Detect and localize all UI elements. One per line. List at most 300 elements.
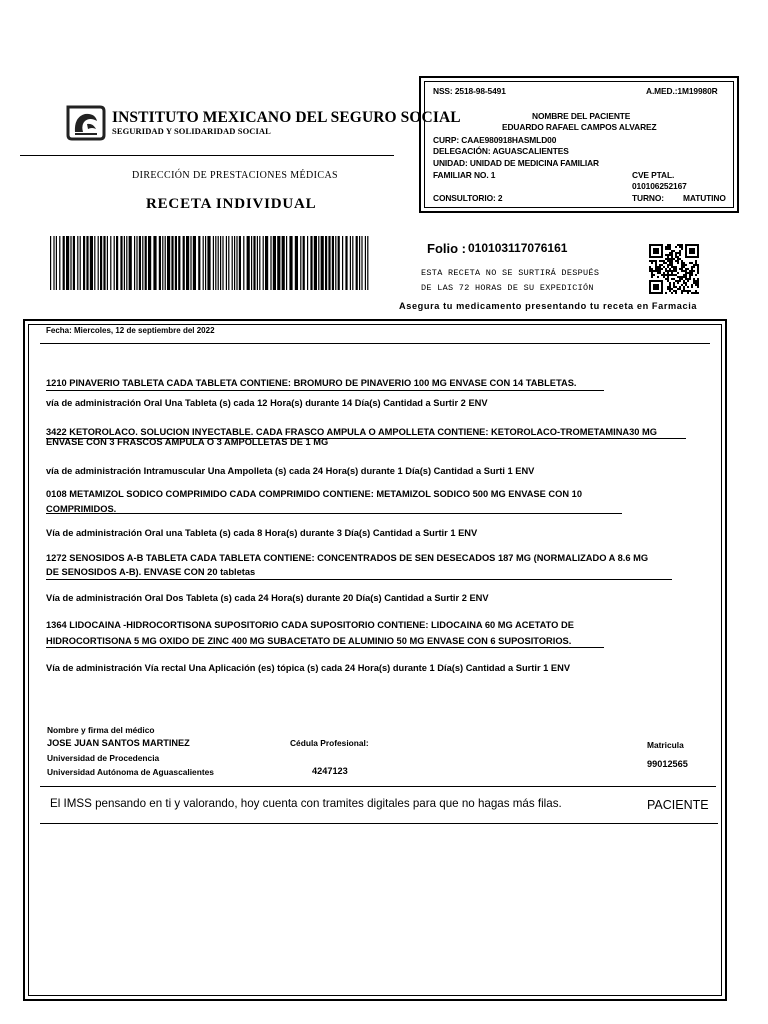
institute-name: INSTITUTO MEXICANO DEL SEGURO SOCIAL xyxy=(112,109,461,126)
qr-module xyxy=(675,286,677,288)
copy-label: PACIENTE xyxy=(647,798,709,812)
qr-module xyxy=(683,262,685,264)
qr-module xyxy=(659,264,661,266)
matricula-label: Matricula xyxy=(647,740,684,750)
amed-text: A.MED.:1M19980R xyxy=(646,86,718,96)
barcode-bar xyxy=(171,236,173,290)
qr-module xyxy=(663,260,665,262)
barcode-bar xyxy=(207,236,210,290)
qr-module xyxy=(689,272,691,274)
qr-module xyxy=(685,282,687,284)
cedula-number: 4247123 xyxy=(312,766,348,776)
qr-module xyxy=(679,246,681,248)
qr-module xyxy=(685,290,687,292)
qr-module xyxy=(675,270,677,272)
qr-module xyxy=(689,274,691,276)
qr-module xyxy=(683,266,685,268)
qr-module xyxy=(685,264,687,266)
qr-module xyxy=(693,278,695,280)
medication-5-line-2: HIDROCORTISONA 5 MG OXIDO DE ZINC 400 MG SUBACETATO DE ALUMINIO 50 MG ENVASE CON 6 SUPOSITORIOS. xyxy=(46,635,572,646)
qr-module xyxy=(677,260,679,262)
qr-module xyxy=(665,268,667,270)
qr-module xyxy=(671,266,673,268)
cve-value: 010106252167 xyxy=(632,181,687,191)
qr-module xyxy=(653,248,659,254)
folio-number: 010103117076161 xyxy=(468,241,568,255)
qr-module xyxy=(667,246,669,248)
medication-3-instructions: Vía de administración Oral una Tableta (s) cada 8 Hora(s) durante 3 Día(s) Cantidad a Surtir 1 ENV xyxy=(46,528,478,538)
qr-module xyxy=(697,272,699,274)
barcode-bar xyxy=(213,236,214,290)
qr-module xyxy=(649,266,651,268)
barcode-bar xyxy=(193,236,196,290)
barcode-bar xyxy=(228,236,229,290)
barcode-bar xyxy=(277,236,280,290)
barcode-bar xyxy=(359,236,360,290)
barcode-bar xyxy=(303,236,305,290)
qr-module xyxy=(665,246,667,248)
qr-module xyxy=(695,264,697,266)
barcode-bar xyxy=(116,236,118,290)
barcode-bar xyxy=(232,236,233,290)
qr-module xyxy=(665,292,667,294)
barcode-bar xyxy=(220,236,221,290)
qr-module xyxy=(697,284,699,286)
cve-label: CVE PTAL. xyxy=(632,170,675,180)
medication-2-instructions: vía de administración Intramuscular Una Ampolleta (s) cada 24 Hora(s) durante 1 Día(s) Cantidad a Surti 1 ENV xyxy=(46,466,535,476)
medication-3-line-2: COMPRIMIDOS. xyxy=(46,503,117,514)
barcode-bar xyxy=(178,236,180,290)
qr-module xyxy=(669,270,671,272)
qr-module xyxy=(667,280,669,282)
qr-module xyxy=(685,274,687,276)
patient-info-box xyxy=(419,76,739,213)
qr-module xyxy=(679,252,681,254)
qr-module xyxy=(695,280,697,282)
folio-label: Folio : xyxy=(427,241,466,256)
qr-module xyxy=(655,264,657,266)
qr-module xyxy=(669,264,671,266)
qr-module xyxy=(691,274,693,276)
barcode-bar xyxy=(153,236,156,290)
qr-module xyxy=(677,244,679,246)
qr-module xyxy=(691,284,693,286)
qr-module xyxy=(673,266,675,268)
qr-module xyxy=(687,286,689,288)
qr-module xyxy=(657,272,659,274)
barcode-bar xyxy=(289,236,292,290)
qr-module xyxy=(675,268,677,270)
unidad-text: UNIDAD: UNIDAD DE MEDICINA FAMILIAR xyxy=(433,158,600,168)
qr-module xyxy=(669,258,671,260)
qr-module xyxy=(697,280,699,282)
qr-module xyxy=(679,276,681,278)
qr-module xyxy=(653,270,655,272)
barcode-bar xyxy=(124,236,125,290)
qr-module xyxy=(657,270,659,272)
barcode-bar xyxy=(205,236,206,290)
university-label: Universidad de Procedencia xyxy=(47,753,160,763)
qr-module xyxy=(659,272,661,274)
qr-module xyxy=(677,280,679,282)
qr-module xyxy=(697,270,699,272)
qr-module xyxy=(675,274,677,276)
qr-module xyxy=(697,286,699,288)
qr-module xyxy=(669,262,671,264)
qr-module xyxy=(663,266,665,268)
barcode-bar xyxy=(90,236,93,290)
qr-module xyxy=(651,272,653,274)
nss-text: NSS: 2518-98-5491 xyxy=(433,86,506,96)
qr-module xyxy=(667,270,669,272)
qr-module xyxy=(669,246,671,248)
medication-5-underline xyxy=(46,647,604,648)
qr-module xyxy=(679,250,681,252)
qr-module xyxy=(691,266,693,268)
doctor-signature-label: Nombre y firma del médico xyxy=(47,725,155,735)
barcode-bar xyxy=(295,236,298,290)
qr-module xyxy=(667,264,669,266)
barcode-bar xyxy=(350,236,351,290)
patient-name: EDUARDO RAFAEL CAMPOS ALVAREZ xyxy=(502,122,657,132)
qr-module xyxy=(653,260,655,262)
medication-1-underline xyxy=(46,390,604,391)
qr-module xyxy=(675,290,677,292)
patient-name-label: NOMBRE DEL PACIENTE xyxy=(532,111,631,121)
barcode-bar xyxy=(300,236,301,290)
barcode-bar xyxy=(190,236,191,290)
barcode-bar xyxy=(80,236,81,290)
barcode-bar xyxy=(66,236,69,290)
barcode-bar xyxy=(352,236,353,290)
prescription-inner-border xyxy=(28,324,722,996)
barcode-bar xyxy=(167,236,170,290)
qr-module xyxy=(671,272,673,274)
medication-5-instructions: Vía de administración Vía rectal Una Aplicación (es) tópica (s) cada 24 Hora(s) durante 1 Día(s) Cantidad a Surtir 1 ENV xyxy=(46,663,571,673)
barcode-bar xyxy=(342,236,343,290)
qr-module xyxy=(679,278,681,280)
qr-module xyxy=(683,276,685,278)
qr-module xyxy=(691,286,693,288)
qr-module xyxy=(653,274,655,276)
qr-module xyxy=(655,262,657,264)
qr-module xyxy=(683,282,685,284)
qr-module xyxy=(681,284,683,286)
qr-module xyxy=(677,282,679,284)
familiar-text: FAMILIAR NO. 1 xyxy=(433,170,496,180)
qr-module xyxy=(667,274,669,276)
qr-module xyxy=(657,276,659,278)
qr-module xyxy=(675,260,677,262)
qr-module xyxy=(687,292,689,294)
qr-module xyxy=(665,270,667,272)
qr-module xyxy=(681,268,683,270)
qr-module xyxy=(669,274,671,276)
qr-module xyxy=(685,278,687,280)
qr-module xyxy=(683,264,685,266)
qr-module xyxy=(683,290,685,292)
qr-module xyxy=(669,252,671,254)
qr-module xyxy=(683,274,685,276)
qr-module xyxy=(673,250,675,252)
qr-module xyxy=(673,290,675,292)
qr-module xyxy=(695,262,697,264)
qr-module xyxy=(665,278,667,280)
qr-module xyxy=(681,292,683,294)
qr-module xyxy=(697,292,699,294)
qr-module xyxy=(677,252,679,254)
qr-module xyxy=(693,266,695,268)
qr-module xyxy=(669,286,671,288)
qr-module xyxy=(667,278,669,280)
qr-module xyxy=(671,262,673,264)
qr-module xyxy=(661,264,663,266)
qr-module xyxy=(695,292,697,294)
qr-module xyxy=(693,292,695,294)
qr-module xyxy=(689,248,695,254)
qr-module xyxy=(671,258,673,260)
barcode-bar xyxy=(332,236,334,290)
qr-module xyxy=(685,270,687,272)
qr-module xyxy=(653,284,659,290)
barcode-bar xyxy=(226,236,227,290)
qr-module xyxy=(681,244,683,246)
barcode-bar xyxy=(314,236,317,290)
qr-module xyxy=(675,256,677,258)
qr-module xyxy=(665,274,667,276)
barcode-bar xyxy=(328,236,330,290)
qr-module xyxy=(655,268,657,270)
qr-module xyxy=(691,268,693,270)
pharmacy-note: Asegura tu medicamento presentando tu receta en Farmacia xyxy=(399,301,698,311)
barcode-bar xyxy=(367,236,368,290)
barcode-bar xyxy=(356,236,358,290)
footer-divider xyxy=(40,823,718,824)
barcode-bar xyxy=(142,236,143,290)
qr-module xyxy=(679,244,681,246)
direccion-heading: DIRECCIÓN DE PRESTACIONES MÉDICAS xyxy=(132,170,339,181)
qr-module xyxy=(657,266,659,268)
barcode-bar xyxy=(222,236,223,290)
qr-module xyxy=(663,276,665,278)
qr-module xyxy=(677,262,679,264)
barcode-bar xyxy=(103,236,105,290)
barcode-bar xyxy=(286,236,287,290)
medication-4-instructions: Vía de administración Oral Dos Tableta (s) cada 24 Hora(s) durante 20 Día(s) Cantidad a Surtir 2 ENV xyxy=(46,593,489,603)
barcode-bar xyxy=(273,236,276,290)
qr-module xyxy=(695,282,697,284)
qr-module xyxy=(651,262,653,264)
qr-module xyxy=(667,286,669,288)
qr-module xyxy=(671,264,673,266)
imss-digital-message: El IMSS pensando en ti y valorando, hoy cuenta con tramites digitales para que no hagas más filas. xyxy=(50,797,562,810)
expiry-note-line1: ESTA RECETA NO SE SURTIRÁ DESPUÉS xyxy=(421,268,600,278)
qr-module xyxy=(685,272,687,274)
qr-module xyxy=(673,274,675,276)
barcode-bar xyxy=(186,236,189,290)
qr-module xyxy=(671,256,673,258)
qr-module xyxy=(691,270,693,272)
qr-module xyxy=(683,286,685,288)
qr-module xyxy=(665,258,667,260)
barcode-bar xyxy=(77,236,78,290)
barcode-bar xyxy=(114,236,115,290)
qr-module xyxy=(681,266,683,268)
barcode-bar xyxy=(73,236,75,290)
barcode-bar xyxy=(259,236,260,290)
qr-module xyxy=(689,270,691,272)
qr-module xyxy=(685,276,687,278)
qr-module xyxy=(683,288,685,290)
qr-module xyxy=(681,260,683,262)
qr-module xyxy=(689,290,691,292)
qr-module xyxy=(697,282,699,284)
qr-module xyxy=(677,258,679,260)
qr-module xyxy=(663,262,665,264)
barcode-bar xyxy=(251,236,252,290)
qr-module xyxy=(679,268,681,270)
qr-module xyxy=(667,288,669,290)
cedula-label: Cédula Profesional: xyxy=(290,738,369,748)
qr-module xyxy=(697,268,699,270)
medication-4-line-2: DE SENOSIDOS A-B). ENVASE CON 20 tabletas xyxy=(46,566,256,577)
barcode-bar xyxy=(63,236,65,290)
delegacion-text: DELEGACIÓN: AGUASCALIENTES xyxy=(433,146,569,156)
qr-module xyxy=(673,278,675,280)
qr-module xyxy=(669,254,671,256)
qr-module xyxy=(651,268,653,270)
qr-module xyxy=(669,282,671,284)
barcode-bar xyxy=(203,236,204,290)
qr-module xyxy=(683,270,685,272)
barcode-bar xyxy=(218,236,219,290)
barcode-bar xyxy=(134,236,135,290)
qr-module xyxy=(687,272,689,274)
qr-module xyxy=(679,288,681,290)
qr-module xyxy=(661,260,663,262)
qr-module xyxy=(681,246,683,248)
qr-module xyxy=(671,250,673,252)
qr-module xyxy=(671,252,673,254)
qr-module xyxy=(679,280,681,282)
qr-module xyxy=(665,254,667,256)
qr-module xyxy=(687,290,689,292)
barcode-bar xyxy=(50,236,51,290)
barcode-bar xyxy=(307,236,308,290)
qr-code-icon xyxy=(648,244,700,294)
medication-4-name xyxy=(46,552,648,578)
medication-1-line-1: 1210 PINAVERIO TABLETA CADA TABLETA CONTIENE: BROMURO DE PINAVERIO 100 MG ENVASE CON 14 TABLETAS. xyxy=(46,378,577,388)
qr-module xyxy=(693,282,695,284)
qr-module xyxy=(693,270,695,272)
qr-module xyxy=(689,276,691,278)
barcode-bar xyxy=(83,236,85,290)
qr-module xyxy=(663,272,665,274)
qr-module xyxy=(659,266,661,268)
qr-module xyxy=(667,266,669,268)
barcode-bar xyxy=(239,236,241,290)
turno-value: MATUTINO xyxy=(683,193,726,203)
barcode-bar xyxy=(136,236,137,290)
barcode-bar xyxy=(310,236,312,290)
barcode-bar xyxy=(263,236,264,290)
qr-module xyxy=(693,280,695,282)
prescription-box xyxy=(23,319,727,1001)
barcode-bar xyxy=(198,236,200,290)
barcode-bar xyxy=(243,236,244,290)
qr-module xyxy=(649,270,651,272)
qr-module xyxy=(697,264,699,266)
qr-module xyxy=(681,270,683,272)
barcode-bar xyxy=(361,236,362,290)
qr-module xyxy=(675,252,677,254)
qr-module xyxy=(659,260,661,262)
page-title: RECETA INDIVIDUAL xyxy=(146,196,317,212)
barcode-bar xyxy=(86,236,88,290)
barcode-bar xyxy=(175,236,177,290)
qr-module xyxy=(667,256,669,258)
qr-module xyxy=(695,284,697,286)
qr-module xyxy=(659,268,661,270)
qr-module xyxy=(679,286,681,288)
barcode-bar xyxy=(247,236,250,290)
qr-module xyxy=(667,276,669,278)
turno-label: TURNO: xyxy=(632,193,664,203)
qr-module xyxy=(687,278,689,280)
barcode-bar xyxy=(94,236,95,290)
barcode-bar xyxy=(365,236,366,290)
qr-module xyxy=(667,248,669,250)
barcode-bar xyxy=(282,236,285,290)
qr-module xyxy=(669,248,671,250)
qr-module xyxy=(671,260,673,262)
qr-module xyxy=(677,256,679,258)
qr-module xyxy=(649,260,651,262)
qr-module xyxy=(681,290,683,292)
medication-3-name xyxy=(46,488,582,515)
barcode-bar xyxy=(100,236,102,290)
qr-module xyxy=(671,288,673,290)
qr-module xyxy=(671,292,673,294)
barcode-bar xyxy=(139,236,141,290)
matricula-number: 99012565 xyxy=(647,759,688,769)
qr-module xyxy=(673,258,675,260)
date-text: Fecha: Miercoles, 12 de septiembre del 2022 xyxy=(46,326,215,335)
qr-module xyxy=(687,268,689,270)
barcode-bar xyxy=(59,236,60,290)
qr-module xyxy=(683,280,685,282)
barcode-bar xyxy=(321,236,324,290)
qr-module xyxy=(697,266,699,268)
qr-module xyxy=(673,286,675,288)
qr-module xyxy=(691,262,693,264)
qr-module xyxy=(695,290,697,292)
barcode-icon xyxy=(50,236,372,290)
qr-module xyxy=(673,284,675,286)
barcode-bar xyxy=(234,236,235,290)
barcode-bar xyxy=(56,236,57,290)
medication-1-name xyxy=(46,377,577,390)
qr-module xyxy=(677,276,679,278)
qr-module xyxy=(667,254,669,256)
qr-module xyxy=(665,262,667,264)
qr-module xyxy=(681,262,683,264)
barcode-bar xyxy=(236,236,237,290)
qr-module xyxy=(689,262,691,264)
qr-module xyxy=(673,282,675,284)
qr-module xyxy=(685,268,687,270)
barcode-bar xyxy=(165,236,166,290)
